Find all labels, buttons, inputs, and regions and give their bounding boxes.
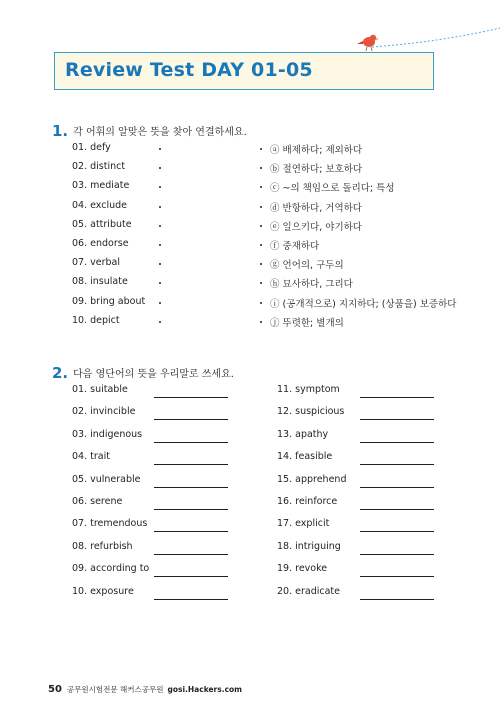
vocab-word: 14. feasible	[277, 451, 333, 463]
matching-word: 04. exclude	[72, 199, 128, 211]
matching-meaning: ⓓ 반항하다, 거역하다	[270, 202, 362, 214]
vocab-word: 09. according to	[72, 563, 150, 575]
vocab-word: 16. reinforce	[277, 496, 338, 507]
vocab-word: 01. suitable	[72, 384, 128, 395]
word-dot[interactable]	[159, 206, 161, 208]
answer-blank[interactable]	[360, 531, 434, 532]
answer-blank[interactable]	[360, 442, 434, 443]
vocab-word: 06. serene	[72, 496, 123, 507]
page-title: Review Test DAY 01-05	[65, 59, 313, 81]
matching-word: 10. depict	[72, 314, 120, 326]
meaning-dot[interactable]	[260, 321, 262, 323]
answer-blank[interactable]	[154, 509, 228, 510]
vocab-word: 13. apathy	[277, 428, 329, 440]
matching-meaning: ⓘ (공개적으로) 지지하다; (상품을) 보증하다	[270, 298, 457, 310]
answer-blank[interactable]	[154, 599, 228, 600]
word-dot[interactable]	[159, 321, 161, 323]
matching-word: 03. mediate	[72, 180, 130, 192]
word-dot[interactable]	[159, 263, 161, 265]
meaning-dot[interactable]	[260, 302, 262, 304]
answer-blank[interactable]	[154, 397, 228, 398]
answer-blank[interactable]	[360, 419, 434, 420]
meaning-dot[interactable]	[260, 186, 262, 188]
vocab-word: 15. apprehend	[277, 473, 347, 485]
vocab-word: 17. explicit	[277, 518, 330, 530]
word-dot[interactable]	[159, 282, 161, 284]
answer-blank[interactable]	[154, 487, 228, 488]
footer-text: 공무원시험전문 해커스공무원	[66, 685, 164, 694]
answer-blank[interactable]	[154, 464, 228, 465]
matching-meaning: ⓔ 일으키다, 야기하다	[270, 221, 362, 233]
vocab-word: 10. exposure	[72, 585, 134, 597]
answer-blank[interactable]	[360, 576, 434, 577]
matching-word: 07. verbal	[72, 257, 120, 269]
matching-meaning: ⓑ 절연하다; 보호하다	[270, 164, 363, 176]
answer-blank[interactable]	[360, 509, 434, 510]
bird-icon	[357, 35, 379, 51]
vocab-word: 02. invincible	[72, 406, 136, 418]
vocab-word: 05. vulnerable	[72, 473, 141, 485]
word-dot[interactable]	[159, 167, 161, 169]
vocab-word: 03. indigenous	[72, 428, 143, 440]
meaning-dot[interactable]	[260, 244, 262, 246]
section1-heading	[52, 122, 247, 140]
word-dot[interactable]	[159, 148, 161, 150]
section2-instruction: 다음 영단어의 뜻을 우리말로 쓰세요.	[73, 369, 234, 380]
answer-blank[interactable]	[154, 419, 228, 420]
section1-instruction: 각 어휘의 알맞은 뜻을 찾아 연결하세요.	[73, 127, 247, 138]
matching-meaning: ⓗ 묘사하다, 그리다	[270, 279, 353, 291]
vocab-word: 20. eradicate	[277, 585, 340, 597]
meaning-dot[interactable]	[260, 282, 262, 284]
answer-blank[interactable]	[360, 464, 434, 465]
vocab-word: 19. revoke	[277, 563, 328, 575]
matching-word: 01. defy	[72, 142, 111, 153]
matching-meaning: ⓐ 배제하다; 제외하다	[270, 145, 363, 156]
section1-number: 1.	[52, 122, 69, 140]
answer-blank[interactable]	[360, 554, 434, 555]
word-dot[interactable]	[159, 244, 161, 246]
page-footer	[48, 684, 242, 695]
answer-blank[interactable]	[360, 397, 434, 398]
word-dot[interactable]	[159, 186, 161, 188]
matching-meaning: ⓙ 뚜렷한; 별개의	[270, 317, 344, 329]
matching-word: 06. endorse	[72, 238, 129, 249]
matching-word: 09. bring about	[72, 295, 146, 307]
answer-blank[interactable]	[360, 487, 434, 488]
meaning-dot[interactable]	[260, 148, 262, 150]
vocab-word: 04. trait	[72, 451, 110, 463]
decorative-dotted-line	[0, 0, 500, 60]
section2-number: 2.	[52, 364, 69, 382]
meaning-dot[interactable]	[260, 225, 262, 227]
vocab-word: 08. refurbish	[72, 540, 133, 552]
word-dot[interactable]	[159, 225, 161, 227]
answer-blank[interactable]	[154, 531, 228, 532]
title-box	[54, 52, 434, 90]
answer-blank[interactable]	[154, 442, 228, 443]
matching-meaning: ⓖ 언어의, 구두의	[270, 260, 344, 272]
vocab-word: 12. suspicious	[277, 406, 345, 418]
meaning-dot[interactable]	[260, 206, 262, 208]
answer-blank[interactable]	[154, 554, 228, 555]
page-number: 50	[48, 684, 62, 695]
meaning-dot[interactable]	[260, 263, 262, 265]
meaning-dot[interactable]	[260, 167, 262, 169]
vocab-word: 11. symptom	[277, 384, 340, 395]
matching-word: 05. attribute	[72, 218, 132, 230]
answer-blank[interactable]	[154, 576, 228, 577]
matching-word: 02. distinct	[72, 161, 126, 173]
matching-meaning: ⓒ ~의 책임으로 돌리다; 특성	[270, 183, 395, 195]
matching-meaning: ⓕ 중재하다	[270, 241, 320, 252]
footer-url: gosi.Hackers.com	[167, 685, 242, 694]
word-dot[interactable]	[159, 302, 161, 304]
answer-blank[interactable]	[360, 599, 434, 600]
vocab-word: 18. intriguing	[277, 540, 341, 552]
matching-word: 08. insulate	[72, 276, 128, 288]
vocab-word: 07. tremendous	[72, 518, 148, 530]
section2-heading	[52, 364, 234, 382]
